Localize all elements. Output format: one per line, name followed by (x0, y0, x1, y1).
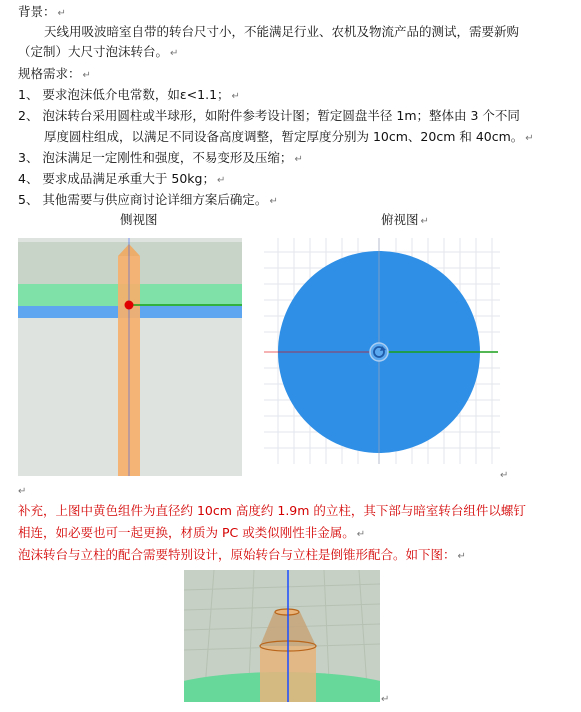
paragraph-mark-icon: ↵ (457, 551, 466, 562)
background-text-line-1: 天线用吸波暗室自带的转台尺寸小，不能满足行业、农机及物流产品的测试，需要新购 (44, 24, 520, 39)
origin-dot-icon (125, 301, 134, 310)
paragraph-mark-icon: ↵ (294, 154, 303, 165)
paragraph-mark-icon: ↵ (231, 91, 240, 102)
paragraph-mark-icon: ↵ (18, 486, 27, 497)
paragraph-mark-icon: ↵ (269, 196, 278, 207)
empty-paragraph (16, 484, 26, 497)
paragraph-mark-icon: ↵ (500, 470, 509, 481)
paragraph-mark-icon: ↵ (381, 694, 390, 705)
spec-item-4: 4、 要求成品满足承重大于 50kg； ↵ (18, 171, 226, 186)
paragraph-mark-icon: ↵ (170, 48, 179, 59)
spec-heading: 规格需求： ↵ (18, 66, 91, 81)
top-view-caption: 俯视图 ↵ (381, 212, 429, 227)
supplement-line-2: 相连，如必要也可一起更换，材质为 PC 或类似刚性非金属。 ↵ (18, 525, 366, 540)
background-heading: 背景： ↵ (18, 4, 66, 19)
supplement-line-1: 补充，上图中黄色组件为直径约 10cm 高度约 1.9m 的立柱，其下部与暗室转台组件以螺钉 (18, 503, 526, 518)
cone-fit-figure (184, 570, 380, 702)
spec-item-2: 2、 泡沫转台采用圆柱或半球形，如附件参考设计图；暂定圆盘半径 1m；整体由 3 个不同 (18, 108, 520, 123)
paragraph-mark-icon: ↵ (420, 216, 429, 227)
paragraph-mark-icon: ↵ (356, 529, 366, 540)
side-view-caption: 侧视图 (120, 212, 158, 227)
rotation-handle-icon (370, 343, 388, 361)
spec-item-3: 3、 泡沫满足一定刚性和强度，不易变形及压缩； ↵ (18, 150, 303, 165)
paragraph-mark-icon: ↵ (82, 70, 91, 81)
spec-item-5: 5、 其他需要与供应商讨论详细方案后确定。 ↵ (18, 192, 278, 207)
background-text-line-2: （定制）大尺寸泡沫转台。 ↵ (18, 44, 179, 59)
paragraph-mark-icon: ↵ (525, 133, 534, 144)
paragraph-mark-icon: ↵ (57, 8, 66, 19)
cone-fit-cone-top-ring (275, 609, 299, 615)
spec-item-2-continued: 厚度圆柱组成，以满足不同设备高度调整，暂定厚度分别为 10cm、20cm 和 40cm。 ↵ (44, 129, 534, 144)
top-view-figure (264, 238, 500, 464)
side-view-figure (18, 238, 242, 476)
paragraph-mark-icon: ↵ (216, 175, 226, 186)
note-line: 泡沫转台与立柱的配合需要特别设计，原始转台与立柱是倒锥形配合。如下图： ↵ (18, 547, 466, 562)
spec-item-1: 1、 要求泡沫低介电常数，如ε<1.1； ↵ (18, 87, 240, 102)
